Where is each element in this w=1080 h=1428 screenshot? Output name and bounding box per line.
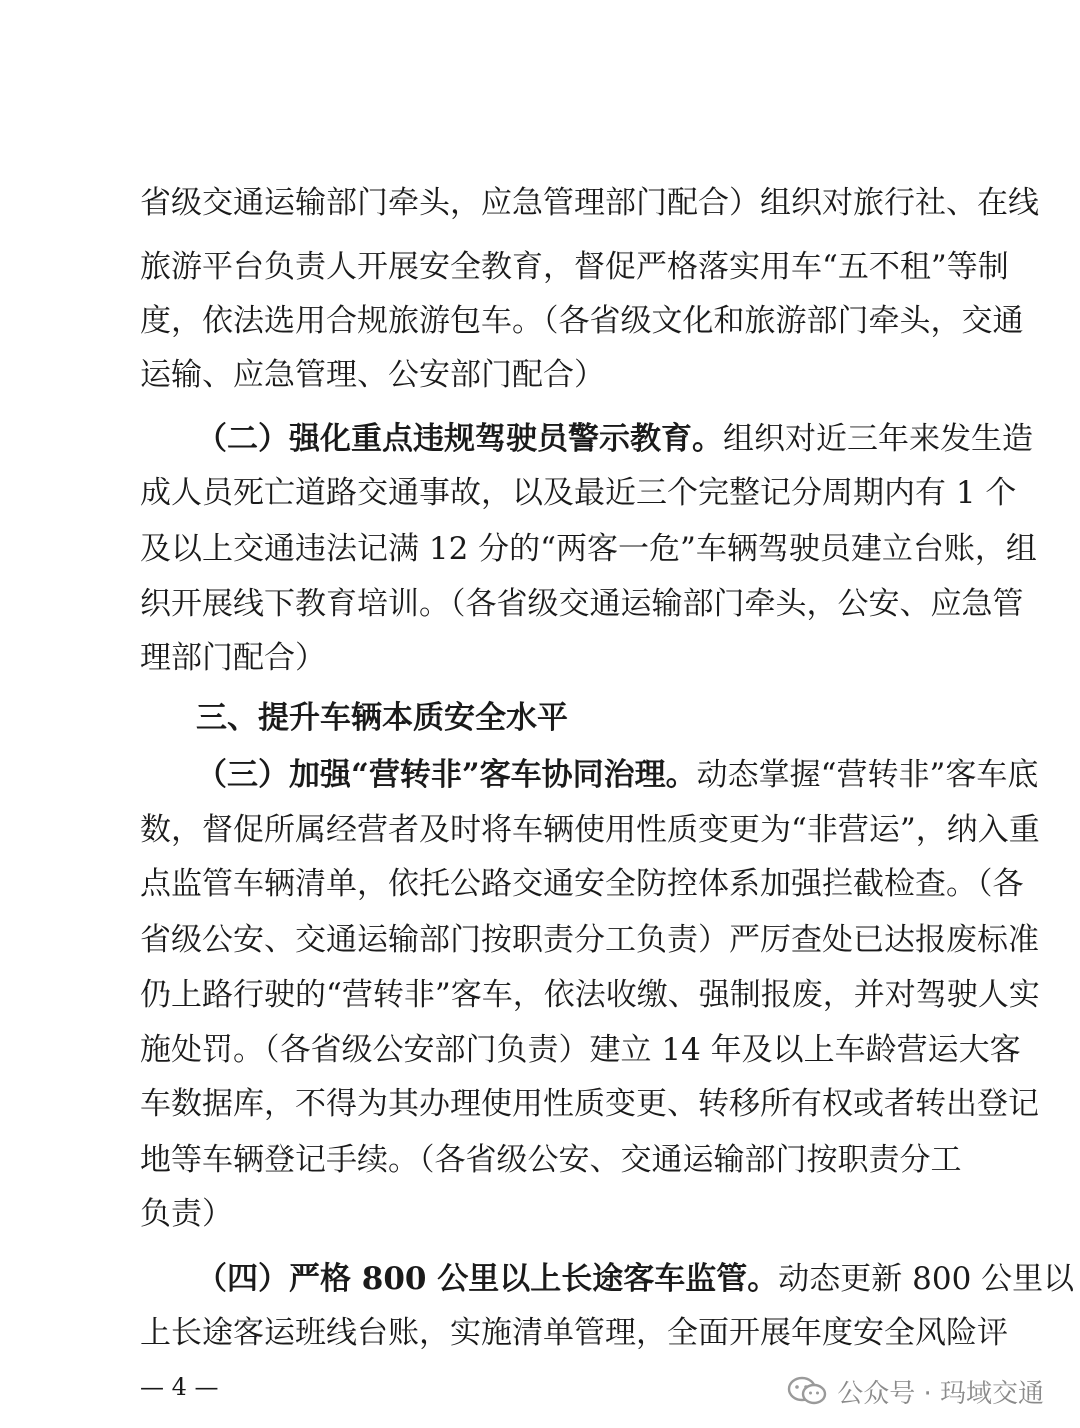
paragraph-line: 施处罚。（各省级公安部门负责）建立 14 年及以上车龄营运大客 bbox=[140, 1032, 1021, 1068]
section-2-title: （二）强化重点违规驾驶员警示教育。 bbox=[196, 421, 723, 457]
paragraph-line: 理部门配合） bbox=[140, 640, 326, 676]
section-4-first-line bbox=[196, 1259, 1075, 1299]
section-3-first-line bbox=[196, 755, 1039, 795]
watermark-text: 公众号 · 玛域交通 bbox=[837, 1378, 1044, 1409]
paragraph-line: 成人员死亡道路交通事故，以及最近三个完整记分周期内有 1 个 bbox=[140, 475, 1017, 511]
paragraph-line: 织开展线下教育培训。（各省级交通运输部门牵头，公安、应急管 bbox=[140, 586, 1024, 622]
paragraph-line: 仍上路行驶的“营转非”客车，依法收缴、强制报废，并对驾驶人实 bbox=[140, 977, 1040, 1013]
watermark bbox=[787, 1374, 1044, 1408]
section-2-first-line bbox=[196, 419, 1033, 459]
page-number: — 4 — bbox=[140, 1373, 219, 1401]
paragraph-line: 数，督促所属经营者及时将车辆使用性质变更为“非营运”，纳入重 bbox=[140, 812, 1040, 848]
paragraph-line: 负责） bbox=[140, 1196, 233, 1232]
section-heading: 三、提升车辆本质安全水平 bbox=[196, 700, 568, 736]
section-4-title: （四）严格 800 公里以上长途客车监管。 bbox=[196, 1261, 779, 1297]
paragraph-line: 运输、应急管理、公安部门配合） bbox=[140, 357, 605, 393]
section-3-title: （三）加强“营转非”客车协同治理。 bbox=[196, 757, 697, 793]
paragraph-line: 及以上交通违法记满 12 分的“两客一危”车辆驾驶员建立台账，组 bbox=[140, 531, 1037, 567]
section-3-first-rest: 动态掌握“营转非”客车底 bbox=[696, 757, 1039, 793]
paragraph-line: 上长途客运班线台账，实施清单管理，全面开展年度安全风险评 bbox=[140, 1315, 1008, 1351]
paragraph-line: 点监管车辆清单，依托公路交通安全防控体系加强拦截检查。（各 bbox=[140, 866, 1024, 902]
paragraph-line: 地等车辆登记手续。（各省级公安、交通运输部门按职责分工 bbox=[140, 1142, 962, 1178]
paragraph-line: 省级公安、交通运输部门按职责分工负责）严厉查处已达报废标准 bbox=[140, 922, 1039, 958]
paragraph-line: 车数据库，不得为其办理使用性质变更、转移所有权或者转出登记 bbox=[140, 1086, 1039, 1122]
section-2-first-rest: 组织对近三年来发生造 bbox=[723, 421, 1033, 457]
paragraph-line: 旅游平台负责人开展安全教育，督促严格落实用车“五不租”等制 bbox=[140, 249, 1009, 285]
paragraph-line: 度，依法选用合规旅游包车。（各省级文化和旅游部门牵头，交通 bbox=[140, 303, 1024, 339]
wechat-icon bbox=[787, 1376, 827, 1406]
paragraph-line: 省级交通运输部门牵头，应急管理部门配合）组织对旅行社、在线 bbox=[140, 185, 1039, 221]
section-4-first-rest: 动态更新 800 公里以 bbox=[778, 1261, 1075, 1297]
